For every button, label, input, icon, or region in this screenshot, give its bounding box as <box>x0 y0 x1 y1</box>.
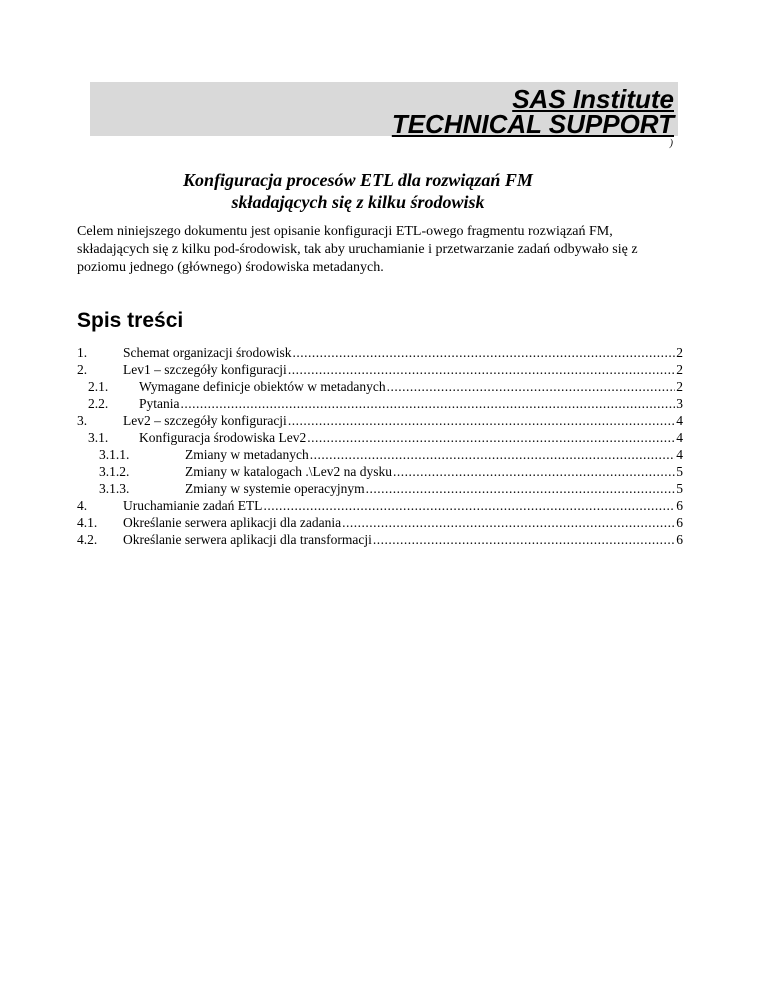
toc-leader-dots <box>288 412 675 429</box>
toc-entry-text: Lev2 – szczegóły konfiguracji <box>123 413 287 428</box>
toc-entry-page: 4 <box>676 447 683 462</box>
toc-entry[interactable] <box>88 395 683 412</box>
intro-paragraph: Celem niniejszego dokumentu jest opisanie konfiguracji ETL-owego fragmentu rozwiązań FM, składających się z kilku pod-środowisk, tak aby uruchamianie i przetwarzanie zadań odbywało się z poziomu jednego (głównego) środowiska metadanych. <box>77 224 638 275</box>
toc-leader-dots <box>181 395 676 412</box>
toc-entry-number: 4.2. <box>77 532 98 547</box>
header-department: TECHNICAL SUPPORT <box>391 109 674 139</box>
toc-heading: Spis treści <box>77 309 184 332</box>
toc-entry-page: 4 <box>676 430 683 445</box>
toc-leader-dots <box>342 514 675 531</box>
toc-entry-page: 5 <box>676 481 683 496</box>
toc-leader-dots <box>373 531 675 548</box>
toc-entry-text: Zmiany w katalogach .\Lev2 na dysku <box>185 464 392 479</box>
toc-leader-dots <box>393 463 675 480</box>
toc-entry-number: 2.2. <box>88 396 109 411</box>
toc-entry-page: 2 <box>676 345 683 360</box>
toc-entry-text: Zmiany w metadanych <box>185 447 309 462</box>
header-company: SAS Institute <box>512 84 674 114</box>
toc-entry[interactable] <box>77 412 683 429</box>
toc-entry-number: 3.1.1. <box>99 447 130 462</box>
toc-entry-page: 6 <box>676 532 683 547</box>
toc-entry[interactable] <box>77 531 683 548</box>
toc-entry-text: Uruchamianie zadań ETL <box>123 498 263 513</box>
toc-entry-number: 3. <box>77 413 88 428</box>
toc-entry-number: 3.1. <box>88 430 109 445</box>
toc-entry-page: 2 <box>676 362 683 377</box>
toc-entry[interactable] <box>77 497 683 514</box>
toc-entry-number: 2.1. <box>88 379 109 394</box>
toc-entry-text: Lev1 – szczegóły konfiguracji <box>123 362 287 377</box>
toc-entry-page: 3 <box>676 396 683 411</box>
toc-leader-dots <box>310 446 676 463</box>
toc-entry-text: Konfiguracja środowiska Lev2 <box>139 430 307 445</box>
toc-entry-page: 5 <box>676 464 683 479</box>
toc-entry[interactable] <box>99 463 683 480</box>
toc-entry[interactable] <box>77 361 683 378</box>
toc-entry-text: Wymagane definicje obiektów w metadanych <box>139 379 386 394</box>
toc-entry-number: 1. <box>77 345 88 360</box>
document-title-line1: Konfiguracja procesów ETL dla rozwiązań FM <box>183 170 533 190</box>
toc-entry-number: 3.1.3. <box>99 481 130 496</box>
toc-entry-page: 4 <box>676 413 683 428</box>
toc-entry-number: 4.1. <box>77 515 98 530</box>
toc-leader-dots <box>307 429 675 446</box>
toc-entry-number: 3.1.2. <box>99 464 130 479</box>
toc-leader-dots <box>263 497 675 514</box>
toc-leader-dots <box>288 361 675 378</box>
toc-entry[interactable] <box>77 344 683 361</box>
toc-entry-page: 2 <box>676 379 683 394</box>
toc-entry-page: 6 <box>676 515 683 530</box>
toc-leader-dots <box>292 344 675 361</box>
toc-entry-number: 4. <box>77 498 88 513</box>
toc-entry[interactable] <box>77 514 683 531</box>
document-title-line2: składających się z kilku środowisk <box>231 192 485 212</box>
toc-entry[interactable] <box>88 429 683 446</box>
toc-entry-number: 2. <box>77 362 88 377</box>
toc-entry-text: Zmiany w systemie operacyjnym <box>185 481 365 496</box>
toc-entry-page: 6 <box>676 498 683 513</box>
toc-entry-text: Pytania <box>139 396 180 411</box>
toc-entry[interactable] <box>88 378 683 395</box>
toc-leader-dots <box>366 480 676 497</box>
header-mark: ) <box>669 138 673 149</box>
toc-entry[interactable] <box>99 480 683 497</box>
toc-entry-text: Określanie serwera aplikacji dla zadania <box>123 515 342 530</box>
toc-entry-text: Schemat organizacji środowisk <box>123 345 292 360</box>
toc-entry-text: Określanie serwera aplikacji dla transformacji <box>123 532 372 547</box>
toc-leader-dots <box>387 378 676 395</box>
toc-entry[interactable] <box>99 446 683 463</box>
